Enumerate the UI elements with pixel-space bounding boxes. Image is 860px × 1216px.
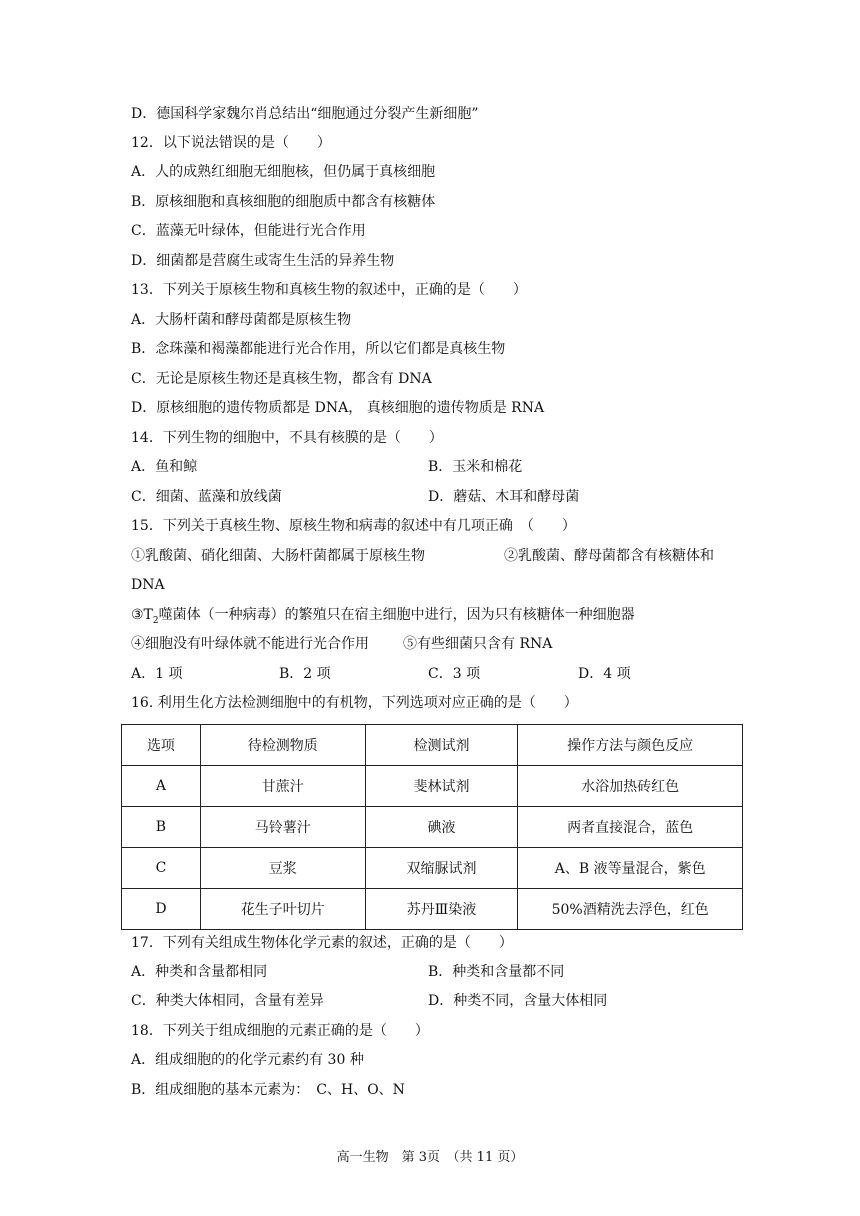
q14-option-b: B．玉米和棉花 bbox=[428, 459, 523, 475]
q15-statement-3 bbox=[131, 605, 635, 631]
page-footer: 高一生物 第 3页 （共 11 页） bbox=[336, 1150, 524, 1165]
table-header-row bbox=[122, 725, 743, 766]
q16-table bbox=[121, 724, 743, 930]
table-cell: 花生子叶切片 bbox=[200, 889, 365, 930]
q16-stem: 16. 利用生化方法检测细胞中的有机物，下列选项对应正确的是（ ） bbox=[131, 695, 578, 711]
q13-option-d: D．原核细胞的遗传物质都是 DNA， 真核细胞的遗传物质是 RNA bbox=[131, 400, 545, 416]
q15-statement-3-subscript: 2 bbox=[152, 615, 159, 626]
table-header-cell: 操作方法与颜色反应 bbox=[518, 725, 743, 766]
q12-option-d: D．细菌都是营腐生或寄生生活的异养生物 bbox=[131, 253, 395, 269]
table-row bbox=[122, 807, 743, 848]
q15-statement-5: ⑤有些细菌只含有 RNA bbox=[403, 636, 553, 652]
q13-option-c: C．无论是原核生物还是真核生物，都含有 DNA bbox=[131, 371, 432, 387]
table-header-cell: 待检测物质 bbox=[200, 725, 365, 766]
q15-statement-1: ①乳酸菌、硝化细菌、大肠杆菌都属于原核生物 bbox=[131, 548, 425, 564]
table-cell: 马铃薯汁 bbox=[200, 807, 365, 848]
q15-statement-4: ④细胞没有叶绿体就不能进行光合作用 bbox=[131, 636, 369, 652]
q15-stem: 15．下列关于真核生物、原核生物和病毒的叙述中有几项正确 （ ） bbox=[131, 518, 576, 534]
q12-stem: 12．以下说法错误的是（ ） bbox=[131, 135, 331, 151]
q14-stem: 14．下列生物的细胞中，不具有核膜的是（ ） bbox=[131, 430, 443, 446]
q13-stem: 13．下列关于原核生物和真核生物的叙述中，正确的是（ ） bbox=[131, 282, 527, 298]
table-cell: 两者直接混合，蓝色 bbox=[518, 807, 743, 848]
table-header-cell: 检测试剂 bbox=[365, 725, 518, 766]
q18-option-a: A．组成细胞的的化学元素约有 30 种 bbox=[131, 1052, 364, 1068]
q14-option-c: C．细菌、蓝藻和放线菌 bbox=[131, 489, 282, 505]
table-header-cell: 选项 bbox=[122, 725, 201, 766]
q15-option-b: B．2 项 bbox=[279, 666, 331, 682]
table-cell: A、B 液等量混合，紫色 bbox=[518, 848, 743, 889]
q14-option-d: D．蘑菇、木耳和酵母菌 bbox=[428, 489, 580, 505]
table-cell: 双缩脲试剂 bbox=[365, 848, 518, 889]
q15-statement-3-text: 噬菌体（一种病毒）的繁殖只在宿主细胞中进行，因为只有核糖体一种细胞器 bbox=[158, 607, 635, 623]
table-row bbox=[122, 848, 743, 889]
table-cell: 苏丹Ⅲ染液 bbox=[365, 889, 518, 930]
table-row bbox=[122, 889, 743, 930]
q18-option-b: B．组成细胞的基本元素为： C、H、O、N bbox=[131, 1082, 405, 1098]
q12-option-b: B．原核细胞和真核细胞的细胞质中都含有核糖体 bbox=[131, 194, 436, 210]
q17-option-d: D．种类不同，含量大体相同 bbox=[428, 993, 608, 1009]
table-cell: A bbox=[122, 766, 201, 807]
q17-option-a: A．种类和含量都相同 bbox=[131, 964, 268, 980]
q14-option-a: A．鱼和鲸 bbox=[131, 459, 198, 475]
q18-stem: 18．下列关于组成细胞的元素正确的是（ ） bbox=[131, 1023, 429, 1039]
table-row bbox=[122, 766, 743, 807]
table-cell: 甘蔗汁 bbox=[200, 766, 365, 807]
q12-option-a: A．人的成熟红细胞无细胞核，但仍属于真核细胞 bbox=[131, 164, 436, 180]
q11-option-d: D．德国科学家魏尔肖总结出“细胞通过分裂产生新细胞” bbox=[131, 106, 479, 122]
table-cell: B bbox=[122, 807, 201, 848]
table-cell: 碘液 bbox=[365, 807, 518, 848]
q15-option-d: D．4 项 bbox=[578, 666, 631, 682]
table-cell: C bbox=[122, 848, 201, 889]
q13-option-b: B．念珠藻和褐藻都能进行光合作用，所以它们都是真核生物 bbox=[131, 341, 506, 357]
q13-option-a: A．大肠杆菌和酵母菌都是原核生物 bbox=[131, 312, 352, 328]
table-cell: 50%酒精洗去浮色，红色 bbox=[518, 889, 743, 930]
q17-stem: 17．下列有关组成生物体化学元素的叙述，正确的是（ ） bbox=[131, 935, 513, 951]
q17-option-b: B．种类和含量都不同 bbox=[428, 964, 565, 980]
q17-option-c: C．种类大体相同，含量有差异 bbox=[131, 993, 324, 1009]
table-cell: 斐林试剂 bbox=[365, 766, 518, 807]
q15-option-c: C．3 项 bbox=[428, 666, 481, 682]
q12-option-c: C．蓝藻无叶绿体，但能进行光合作用 bbox=[131, 223, 366, 239]
table-cell: D bbox=[122, 889, 201, 930]
q15-statement-2-cont: DNA bbox=[131, 577, 165, 593]
q15-statement-2: ②乳酸菌、酵母菌都含有核糖体和 bbox=[504, 548, 714, 564]
q15-option-a: A．1 项 bbox=[131, 666, 183, 682]
table-cell: 豆浆 bbox=[200, 848, 365, 889]
table-cell: 水浴加热砖红色 bbox=[518, 766, 743, 807]
q15-statement-3-prefix: ③T bbox=[131, 607, 153, 623]
